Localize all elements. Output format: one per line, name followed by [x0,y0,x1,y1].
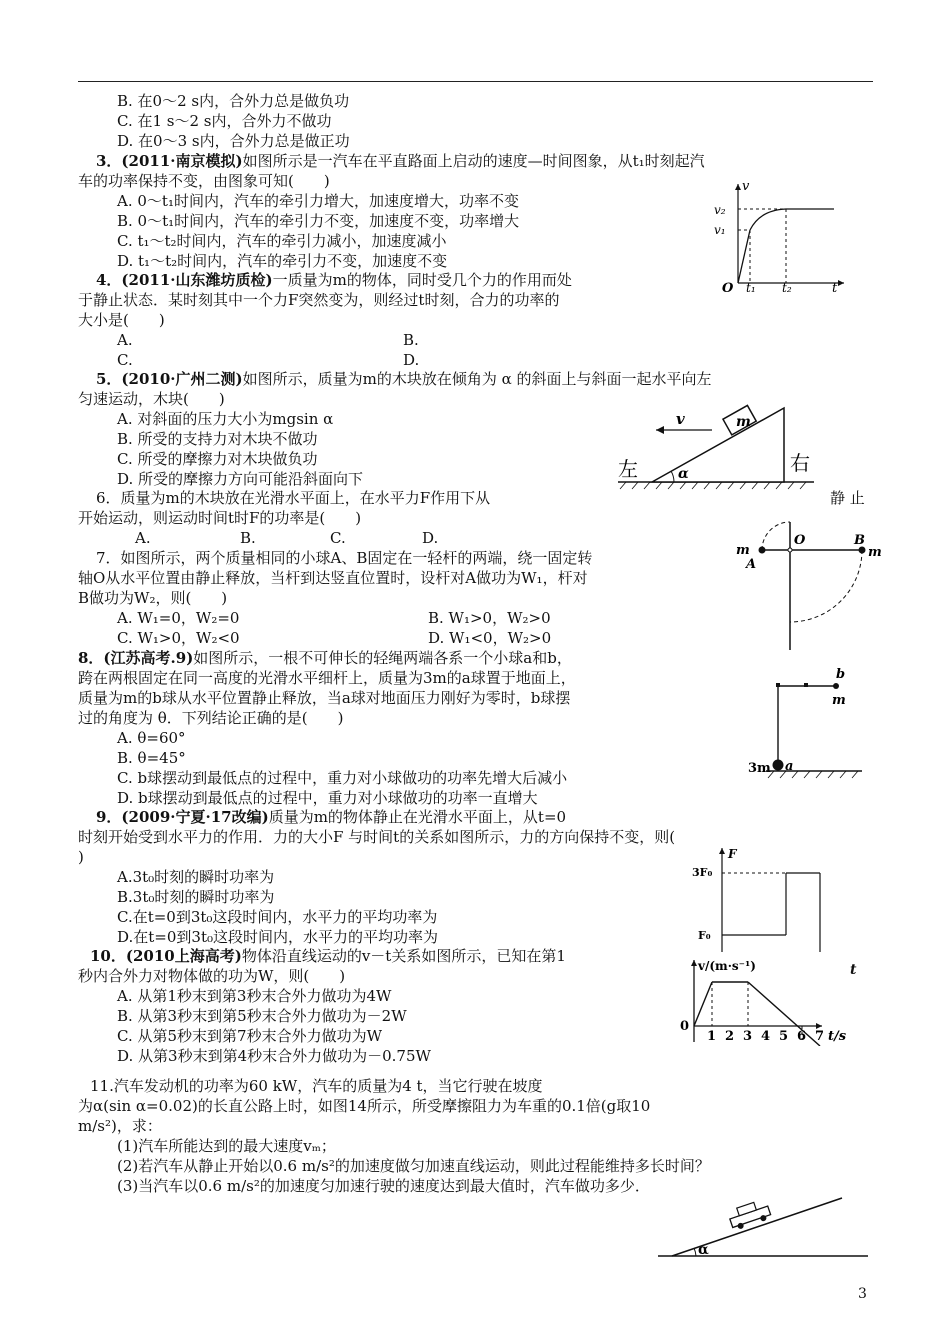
q3-stem-line2: 车的功率保持不变，由图象可知( ) [78,172,330,190]
q4-source: 4．(2011·山东潍坊质检) [96,271,273,289]
q9-option-b: B.3t₀时刻的瞬时功率为 [117,888,275,906]
ft-f-label: F [728,847,737,861]
arc-a-path [762,522,790,550]
vt-x-arrow [838,280,844,286]
q10-option-a: A. 从第1秒末到第3秒末合外力做功为4W [117,987,392,1005]
ft-t-label: t [850,962,857,978]
q6-stem-line2: 开始运动，则运动时间t时F的功率是( ) [78,509,362,527]
q3-option-b: B. 0～t₁时间内，汽车的牵引力不变，加速度不变，功率增大 [117,212,520,230]
q3-option-d: D. t₁～t₂时间内，汽车的牵引力不变，加速度不变 [117,252,448,270]
q4-stem-line2: 于静止状态．某时刻其中一个力F突然变为，则经过t时刻，合力的功率的 [78,291,560,309]
q3-vt-figure [712,178,852,296]
vt-v1-label: v₁ [714,223,726,237]
velocity-label: v [676,410,685,428]
vt-linear-segment [738,230,750,283]
q7-option-d: D. W₁<0，W₂>0 [428,629,552,647]
q5-text: 如图所示，质量为m的木块放在倾角为 α 的斜面上与斜面一起水平向左 [242,370,712,388]
q9-text: 质量为m的物体静止在光滑水平面上，从t=0 [268,808,567,826]
q2-option-d: D. 在0～3 s内，合外力总是做正功 [117,132,350,150]
ball-a-mass-label: 3m [748,761,771,776]
vt2-ylabel: v/(m·s⁻¹) [698,959,756,973]
rod-a-label: A [746,557,757,572]
q6-option-c: C. [330,529,346,547]
q4-text: 一质量为m的物体，同时受几个力的作用而处 [272,271,572,289]
q9-option-d: D.在t=0到3t₀这段时间内，水平力的平均功率为 [117,928,438,946]
vt-v-label: v [742,179,750,194]
incline-alpha-label: α [678,466,689,482]
q9-stem-line2: 时刻开始受到水平力的作用．力的大小F 与时间t的关系如图所示，力的方向保持不变，则( [78,828,676,846]
pivot-o [788,548,792,552]
vt2-origin: 0 [680,1019,690,1034]
q4-option-a: A. [117,331,133,349]
vt2-tick-1: 1 [707,1029,717,1044]
q6-option-d: D. [422,529,439,547]
q8-stem-line3: 质量为m的b球从水平位置静止释放，当a球对地面压力刚好为零时，b球摆 [78,689,571,707]
q8-option-c: C. b球摆动到最低点的过程中，重力对小球做功的功率先增大后减小 [117,769,568,787]
q10-option-b: B. 从第3秒末到第5秒末合外力做功为－2W [117,1007,407,1025]
ball-a-dot [773,760,784,771]
q10-option-d: D. 从第3秒末到第4秒末合外力做功为－0.75W [117,1047,431,1065]
q3-source: 3．(2011·南京模拟) [96,152,243,170]
arc-b-path [790,550,862,622]
rod-peg-left [776,683,780,687]
q9-stem-line3: ) [78,848,84,866]
q4-stem-line1 [96,270,572,290]
q7-option-c: C. W₁>0，W₂<0 [117,629,240,647]
ground-hatch [620,482,806,489]
q7-stem-line2: 轴O从水平位置由静止释放，当杆到达竖直位置时，设杆对A做功为W₁，杆对 [78,569,588,587]
vt-curve-segment [750,209,786,230]
q8-pendulum-figure [740,664,870,784]
q10-stem-line1 [90,946,566,966]
vt2-tick-6: 6 [797,1029,807,1044]
q5-option-d: D. 所受的摩擦力方向可能沿斜面向下 [117,470,364,488]
q8-text: 如图所示，一根不可伸长的轻绳两端各系一个小球a和b， [193,649,572,667]
block-m-label: m [736,414,751,430]
q11-part1: (1)汽车所能达到的最大速度vₘ； [117,1137,336,1155]
left-label: 左 [618,457,638,481]
q7-rod-figure [730,514,886,656]
ft-y-arrow [719,848,725,854]
q5-option-a: A. 对斜面的压力大小为mgsin α [117,410,334,428]
car [727,1199,772,1232]
vt2-rise [694,982,712,1026]
rod-b-label: B [854,533,865,548]
q8-stem-line2: 跨在两根固定在同一高度的光滑水平细杆上，质量为3m的a球置于地面上， [78,669,576,687]
slope-angle-arc [694,1248,696,1256]
incline-wedge [652,408,784,482]
vt-origin-label: O [722,281,734,296]
q8-option-b: B. θ=45° [117,749,186,767]
rod-m-right-label: m [868,545,882,560]
rod-o-label: O [794,533,806,548]
q6-stem-line1: 6．质量为m的木块放在光滑水平面上，在水平力F作用下从 [96,489,491,507]
q8-stem-line1 [78,648,572,668]
q5-stem-line2: 匀速运动，木块( ) [78,390,225,408]
q5-stem-line1 [96,369,712,389]
ball-a [759,547,766,554]
q9-source: 9．(2009·宁夏·17改编) [96,808,269,826]
q3-option-c: C. t₁～t₂时间内，汽车的牵引力减小，加速度减小 [117,232,447,250]
q4-stem-line3: 大小是( ) [78,311,165,329]
q7-option-a: A. W₁=0，W₂=0 [117,609,240,627]
ball-a-label: a [785,759,794,774]
q8-option-a: A. θ=60° [117,729,186,747]
rod-peg-right [804,683,808,687]
q10-vt-figure [676,956,856,1046]
q7-option-b: B. W₁>0，W₂>0 [428,609,551,627]
page-number: 3 [858,1286,867,1302]
vt2-xlabel: t/s [828,1029,847,1044]
q10-stem-line2: 秒内合外力对物体做的功为W，则( ) [78,967,346,985]
q4-option-c: C. [117,351,133,369]
q9-option-c: C.在t=0到3t₀这段时间内，水平力的平均功率为 [117,908,438,926]
q5-incline-figure [612,400,824,492]
vt-t2-label: t₂ [782,281,792,295]
q11-stem-line2: 为α(sin α=0.02)的长直公路上时，如图14所示，所受摩擦阻力为车重的0.1倍(g取10 [78,1097,651,1115]
q9-stem-line1 [96,807,566,827]
ft-3f0-label: 3F₀ [692,866,713,879]
vt-t-label: t [832,281,838,296]
q8-source: 8．(江苏高考.9) [78,649,194,667]
rod-m-left-label: m [736,543,750,558]
vt2-tick-2: 2 [725,1029,735,1044]
vt2-y-arrow [691,960,697,966]
q11-stem-line1: 11.汽车发动机的功率为60 kW，汽车的质量为4 t，当它行驶在坡度 [90,1077,543,1095]
q2-option-c: C. 在1 s～2 s内，合外力不做功 [117,112,332,130]
vt-v2-label: v₂ [714,203,726,217]
ball-b-label: b [836,667,846,682]
q8-option-d: D. b球摆动到最低点的过程中，重力对小球做功的功率一直增大 [117,789,538,807]
vt2-tick-4: 4 [761,1029,771,1044]
q8-stem-line4: 过的角度为 θ．下列结论正确的是( ) [78,709,344,727]
velocity-arrow-head [656,426,664,434]
q6-option-b: B. [240,529,256,547]
q3-option-a: A. 0～t₁时间内，汽车的牵引力增大，加速度增大，功率不变 [117,192,519,210]
q7-stem-line1: 7．如图所示，两个质量相同的小球A、B固定在一轻杆的两端，绕一固定转 [96,549,593,567]
right-label: 右 [790,451,810,475]
vt2-tick-3: 3 [743,1029,753,1044]
q9-option-a: A.3t₀时刻的瞬时功率为 [117,868,275,886]
floor-hatch [768,771,858,778]
q11-part2: (2)若汽车从静止开始以0.6 m/s²的加速度做匀加速直线运动，则此过程能维持多长时间？ [117,1157,710,1175]
ball-b-mass-label: m [832,693,846,708]
q4-option-d: D. [403,351,420,369]
q9-ft-figure [690,838,840,958]
q6-stem-tail: 静 止 [830,489,865,507]
vt2-tick-5: 5 [779,1029,789,1044]
top-rule [78,81,873,82]
q11-stem-line3: m/s²)，求： [78,1117,162,1135]
q5-option-b: B. 所受的支持力对木块不做功 [117,430,318,448]
vt2-tick-7: 7 [815,1029,825,1044]
vt-t1-label: t₁ [746,281,756,295]
q10-text: 物体沿直线运动的v－t关系如图所示，已知在第1 [241,947,566,965]
q4-option-b: B. [403,331,419,349]
q5-option-c: C. 所受的摩擦力对木块做负功 [117,450,318,468]
q3-stem-line1 [96,151,705,171]
slope-alpha-label: α [698,1242,709,1258]
ft-f0-label: F₀ [698,929,711,942]
q11-slope-figure [652,1196,872,1262]
vt-y-arrow [735,184,741,190]
q11-part3: (3)当汽车以0.6 m/s²的加速度匀加速行驶的速度达到最大值时，汽车做功多少． [117,1177,650,1195]
q5-source: 5．(2010·广州二测) [96,370,243,388]
q3-text: 如图所示是一汽车在平直路面上启动的速度—时间图象，从t₁时刻起汽 [242,152,705,170]
ball-b-dot [833,683,839,689]
q2-option-b: B. 在0～2 s内，合外力总是做负功 [117,92,350,110]
q10-option-c: C. 从第5秒末到第7秒末合外力做功为W [117,1027,382,1045]
q10-source: 10．(2010上海高考) [90,947,242,965]
q7-stem-line3: B做功为W₂，则( ) [78,589,228,607]
q6-option-a: A. [135,529,151,547]
